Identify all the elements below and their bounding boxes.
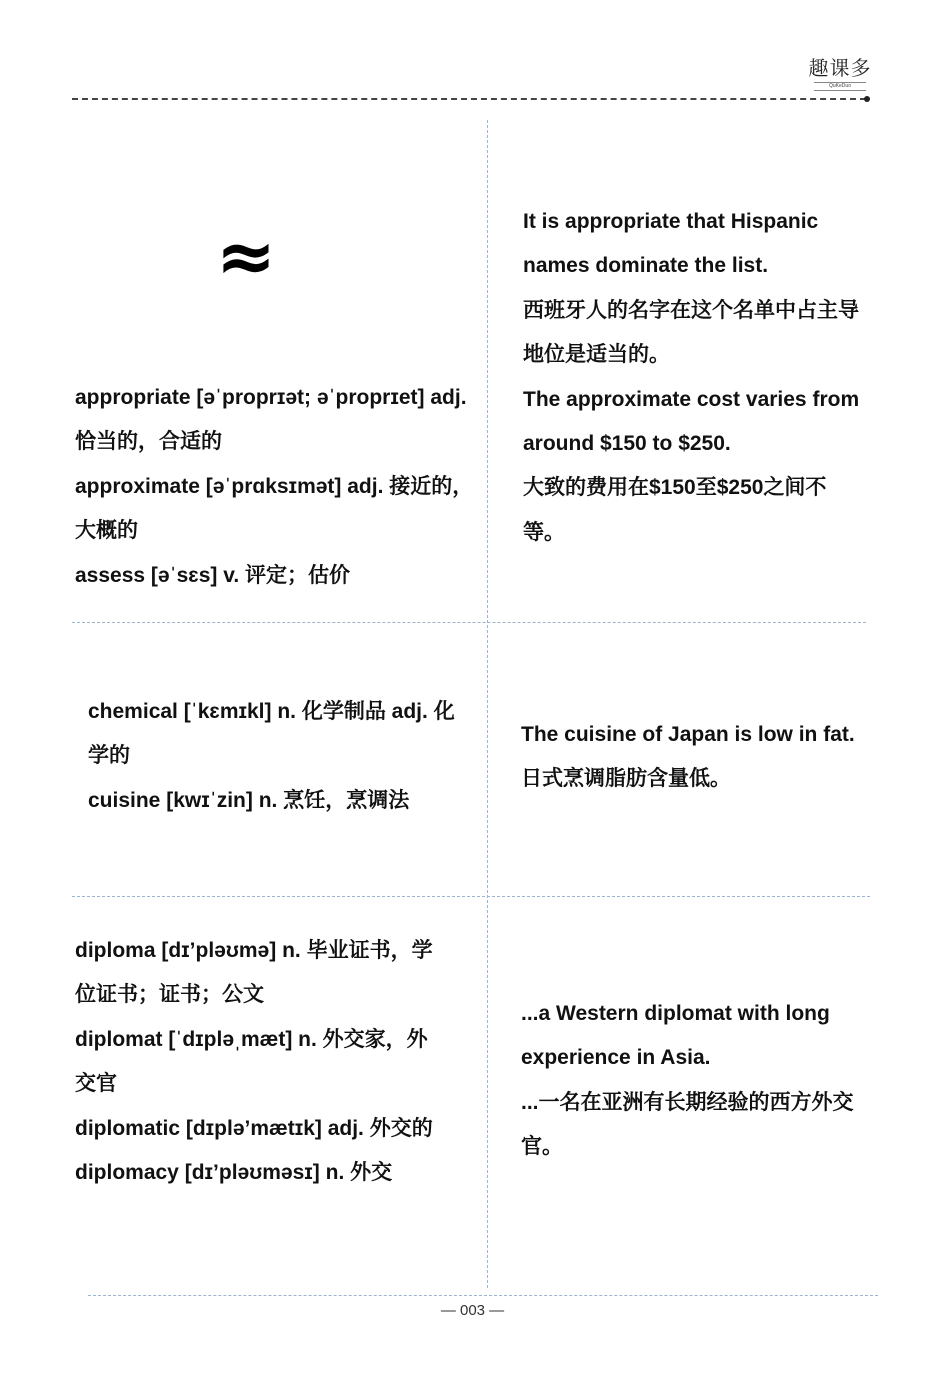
logo-wordmark: 趣课多 <box>808 58 872 80</box>
example-sentence-zh: 日式烹调脂肪含量低。 <box>521 767 731 791</box>
vocab-entry-chemical: chemical [ˈkɛmɪkl] n. 化学制品 adj. 化学的 <box>88 700 455 768</box>
vocab-entry-diplomat: diplomat [ˈdɪpləˌmæt] n. 外交家，外交官 <box>75 1027 428 1096</box>
center-dashed-divider <box>487 120 488 1288</box>
example-sentence-zh: 大致的费用在$150至$250之间不等。 <box>523 476 827 544</box>
logo-subtitle: QuKeDuo <box>814 82 866 91</box>
approx-symbol: ≈ <box>215 214 277 298</box>
example-sentence-en: The cuisine of Japan is low in fat. <box>521 723 855 746</box>
example-sentence-en: ...a Western diplomat with long experience in Asia. <box>521 1002 830 1070</box>
vocabulary-block-middle <box>88 690 468 823</box>
vocab-entry-cuisine: cuisine [kwɪˈzin] n. 烹饪，烹调法 <box>88 788 410 812</box>
vocab-entry-diplomacy: diplomacy [dɪ’pləʊməsɪ] n. 外交 <box>75 1161 393 1185</box>
header-dashed-rule <box>72 98 866 100</box>
example-block-bottom <box>521 992 871 1170</box>
example-block-middle <box>521 713 866 802</box>
vocab-entry-approximate: approximate [əˈprɑksɪmət] adj. 接近的，大概的 <box>75 474 474 543</box>
row-divider-1 <box>72 622 866 623</box>
row-divider-3 <box>88 1295 878 1296</box>
example-sentence-zh: 西班牙人的名字在这个名单中占主导地位是适当的。 <box>523 298 859 367</box>
page-number: — 003 — <box>440 1302 505 1319</box>
vocab-entry-diploma: diploma [dɪ’pləʊmə] n. 毕业证书，学位证书；证书；公文 <box>75 939 433 1007</box>
example-sentence-en: The approximate cost varies from around $150 to $250. <box>523 387 860 456</box>
vocab-entry-appropriate: appropriate [əˈproprɪət; əˈproprɪet] adj. 恰当的，合适的 <box>75 386 467 454</box>
example-block-top <box>523 200 868 555</box>
example-sentence-en: It is appropriate that Hispanic names dominate the list. <box>523 210 819 278</box>
vocabulary-block-top <box>75 376 485 598</box>
brand-logo <box>806 58 874 92</box>
example-sentence-zh: ...一名在亚洲有长期经验的西方外交官。 <box>521 1090 854 1159</box>
vocab-entry-diplomatic: diplomatic [dɪplə’mætɪk] adj. 外交的 <box>75 1116 433 1140</box>
row-divider-2 <box>72 896 870 897</box>
header-rule-dot <box>864 96 870 102</box>
vocab-entry-assess: assess [əˈsɛs] v. 评定；估价 <box>75 563 350 587</box>
vocabulary-block-bottom <box>75 929 445 1195</box>
